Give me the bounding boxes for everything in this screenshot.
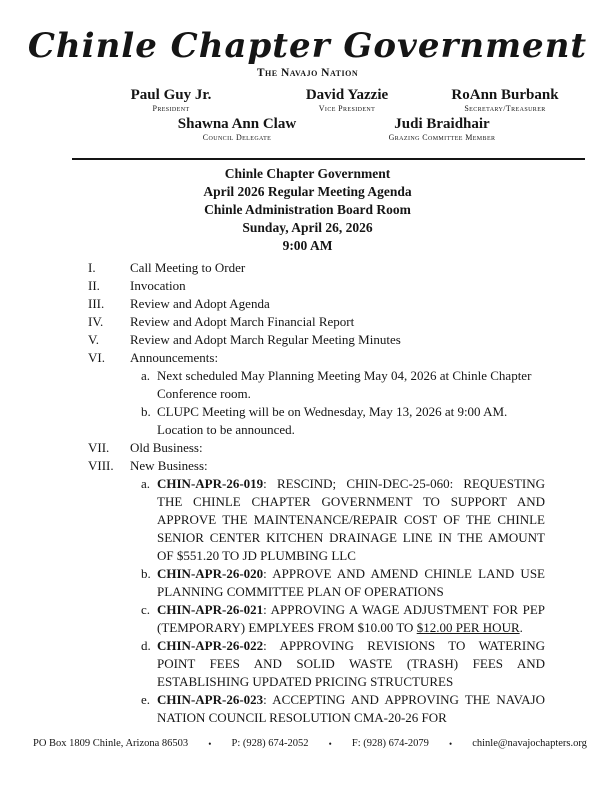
agenda-item-text: Call Meeting to Order xyxy=(130,260,246,275)
agenda-item-text: Old Business: xyxy=(130,440,203,455)
resolution-item xyxy=(141,475,545,565)
official-vice-president xyxy=(306,87,388,113)
agenda-item-numeral: IV. xyxy=(88,314,104,329)
resolution-underlined-text: $12.00 PER HOUR xyxy=(416,620,520,635)
announcement-item xyxy=(141,367,545,403)
document-title: Chinle Chapter Government xyxy=(27,26,588,66)
footer-phone: P: (928) 674-2052 xyxy=(231,738,309,749)
official-name: Judi Braidhair xyxy=(394,116,490,132)
official-name: RoAnn Burbank xyxy=(451,87,559,103)
bullet-separator-icon: • xyxy=(208,738,212,749)
new-business-sublist xyxy=(141,475,545,727)
agenda-item-financial-report xyxy=(88,313,545,331)
announcement-letter: b. xyxy=(141,404,151,419)
resolution-text xyxy=(157,691,545,727)
agenda-item-numeral: VIII. xyxy=(88,458,114,473)
official-title: Council Delegate xyxy=(202,133,272,142)
resolution-text xyxy=(157,475,545,565)
resolution-item xyxy=(141,601,545,637)
resolution-letter: e. xyxy=(141,692,151,707)
resolution-code: CHIN-APR-26-023 xyxy=(157,692,264,707)
header-divider xyxy=(72,158,585,160)
resolution-body: : ACCEPTING AND APPROVING THE NAVAJO NATION COUNCIL RESOLUTION CMA-20-26 FOR xyxy=(157,692,545,725)
agenda-item-numeral: VI. xyxy=(88,350,105,365)
agenda-item-text: Announcements: xyxy=(130,350,219,365)
agenda-item-announcements xyxy=(88,349,545,367)
official-council-delegate xyxy=(178,116,296,142)
resolution-text xyxy=(157,637,545,691)
footer-contact-line xyxy=(33,738,587,749)
resolution-body: : RESCIND; CHIN-DEC-25-060: REQUESTING THE CHINLE CHAPTER GOVERNMENT TO SUPPORT AND APPROVE THE MAINTENANCE/REPAIR COST OF THE CHINLE SENIOR CENTER KITCHEN DRAINAGE LINE IN THE AMOUNT OF $551.20 TO JD PLUMBING LLC xyxy=(157,476,545,563)
meeting-location: Chinle Administration Board Room xyxy=(204,202,411,217)
announcement-item xyxy=(141,403,545,439)
resolution-letter: a. xyxy=(141,476,151,491)
resolution-body: : APPROVING REVISIONS TO WATERING POINT FEES AND SOLID WASTE (TRASH) FEES AND ESTABLISHING UPDATED PRICING STRUCTURES xyxy=(157,638,545,689)
agenda-item-call-to-order xyxy=(88,259,545,277)
bullet-separator-icon: • xyxy=(448,738,453,749)
official-name: David Yazzie xyxy=(305,87,389,103)
resolution-letter: d. xyxy=(141,638,151,653)
resolution-text xyxy=(157,565,545,601)
resolution-body: : APPROVING A WAGE ADJUSTMENT FOR PEP (TEMPORARY) EMPLYEES FROM $10.00 TO xyxy=(157,602,545,635)
official-grazing-committee-member xyxy=(389,116,496,142)
agenda-item-text: Review and Adopt Agenda xyxy=(130,296,270,311)
meeting-org: Chinle Chapter Government xyxy=(224,166,391,181)
agenda-item-numeral: I. xyxy=(88,260,96,275)
footer-address: PO Box 1809 Chinle, Arizona 86503 xyxy=(33,738,189,749)
agenda-item-text: Review and Adopt March Regular Meeting Minutes xyxy=(130,332,401,347)
agenda-item-text: New Business: xyxy=(130,458,208,473)
agenda-item-old-business xyxy=(88,439,545,457)
agenda-item-new-business xyxy=(88,457,545,475)
agenda-item-text: Review and Adopt March Financial Report xyxy=(130,314,355,329)
official-title: Secretary/Treasurer xyxy=(464,104,546,113)
official-title: Vice President xyxy=(318,104,376,113)
resolution-letter: b. xyxy=(141,566,151,581)
meeting-header-block xyxy=(0,165,615,255)
footer-fax: F: (928) 674-2079 xyxy=(351,738,429,749)
resolution-code: CHIN-APR-26-021 xyxy=(157,602,264,617)
meeting-agenda-title: April 2026 Regular Meeting Agenda xyxy=(203,184,412,199)
official-secretary-treasurer xyxy=(451,87,558,113)
agenda-item-adopt-agenda xyxy=(88,295,545,313)
agenda-list xyxy=(88,259,545,727)
official-name: Shawna Ann Claw xyxy=(177,116,297,132)
resolution-text xyxy=(157,601,545,637)
bullet-separator-icon: • xyxy=(328,738,332,749)
agenda-item-invocation xyxy=(88,277,545,295)
announcement-letter: a. xyxy=(141,368,151,383)
official-name: Paul Guy Jr. xyxy=(130,87,212,103)
agenda-item-numeral: II. xyxy=(88,278,100,293)
resolution-code: CHIN-APR-26-019 xyxy=(157,476,264,491)
announcements-sublist xyxy=(141,367,545,439)
resolution-code: CHIN-APR-26-020 xyxy=(157,566,264,581)
agenda-item-numeral: VII. xyxy=(88,440,110,455)
resolution-body-after: . xyxy=(519,620,523,635)
announcement-text: CLUPC Meeting will be on Wednesday, May 13, 2026 at 9:00 AM. Location to be announced. xyxy=(157,404,508,437)
resolution-code: CHIN-APR-26-022 xyxy=(157,638,264,653)
resolution-body: : APPROVE AND AMEND CHINLE LAND USE PLANNING COMMITTEE PLAN OF OPERATIONS xyxy=(157,566,545,599)
officials-roster xyxy=(0,87,615,151)
meeting-time: 9:00 AM xyxy=(282,238,333,253)
resolution-item xyxy=(141,637,545,691)
meeting-date: Sunday, April 26, 2026 xyxy=(242,220,373,235)
agenda-item-numeral: III. xyxy=(88,296,105,311)
footer-email: chinle@navajochapters.org xyxy=(472,738,587,749)
resolution-item xyxy=(141,565,545,601)
announcement-text: Next scheduled May Planning Meeting May 04, 2026 at Chinle Chapter Conference room. xyxy=(157,368,532,401)
agenda-item-numeral: V. xyxy=(88,332,99,347)
official-title: President xyxy=(152,104,190,113)
agenda-item-text: Invocation xyxy=(130,278,186,293)
resolution-item xyxy=(141,691,545,727)
official-title: Grazing Committee Member xyxy=(388,133,496,142)
official-president xyxy=(131,87,212,113)
org-subtitle: The Navajo Nation xyxy=(256,67,359,79)
agenda-item-meeting-minutes xyxy=(88,331,545,349)
resolution-letter: c. xyxy=(141,602,151,617)
